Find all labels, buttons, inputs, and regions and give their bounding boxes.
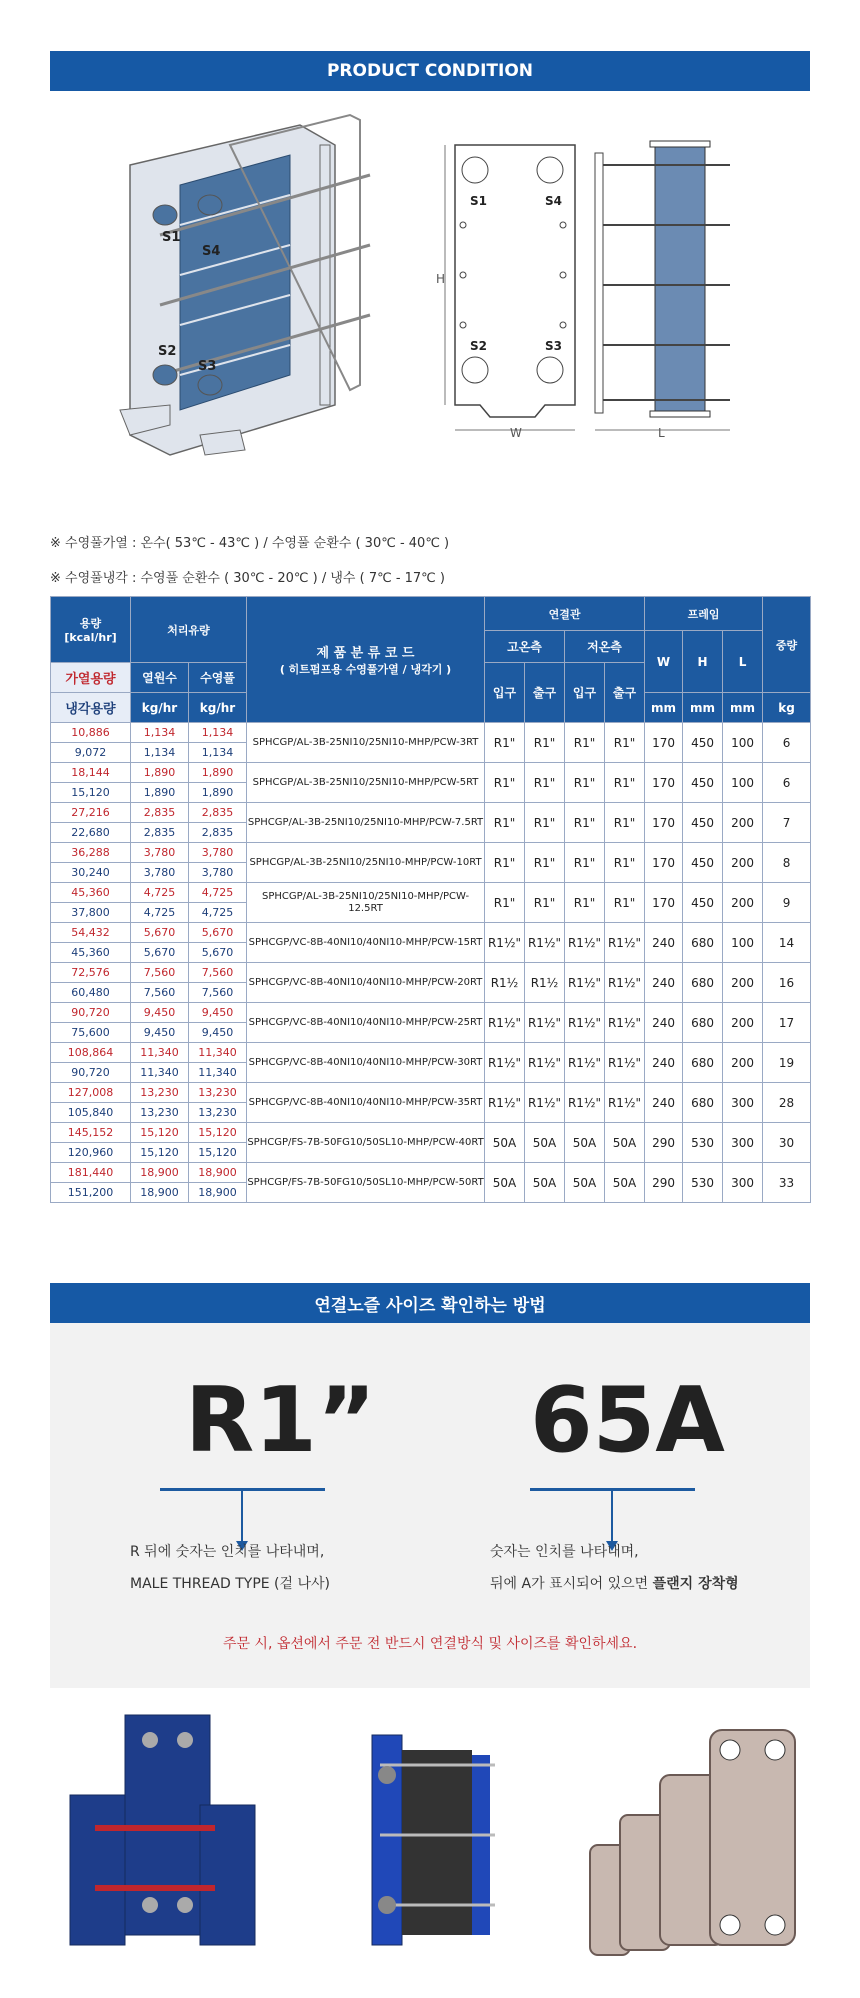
table-row: [51, 763, 811, 783]
cell-cool-pool-flow: 7,560: [189, 983, 247, 1003]
cell-cool-source-flow: 1,890: [131, 783, 189, 803]
table-row: [51, 963, 811, 983]
cell-hin: R1": [485, 803, 525, 843]
cell-l: 100: [723, 923, 763, 963]
header-in1: 입구: [485, 663, 525, 723]
dim-label-l: L: [658, 426, 665, 440]
table-row: [51, 803, 811, 823]
cell-heat-source-flow: 18,900: [131, 1163, 189, 1183]
cell-lout: 50A: [605, 1123, 645, 1163]
cell-code: SPHCGP/AL-3B-25NI10/25NI10-MHP/PCW-12.5RT: [247, 883, 485, 923]
howto-title: 연결노즐 사이즈 확인하는 방법: [314, 1295, 546, 1316]
cell-h: 530: [683, 1123, 723, 1163]
cell-heat-source-flow: 13,230: [131, 1083, 189, 1103]
cell-hout: R1½": [525, 923, 565, 963]
cell-cool-pool-flow: 1,890: [189, 783, 247, 803]
header-w: W: [645, 631, 683, 693]
cell-hin: R1½: [485, 963, 525, 1003]
header-low: 저온측: [565, 631, 645, 663]
banner-title: PRODUCT CONDITION: [326, 61, 534, 81]
label-s2: S2: [158, 344, 177, 359]
front-label-s4: S4: [545, 194, 562, 208]
cell-lin: R1": [565, 843, 605, 883]
cell-hout: R1": [525, 843, 565, 883]
cell-h: 450: [683, 843, 723, 883]
cell-kg: 9: [763, 883, 811, 923]
cell-hout: R1½": [525, 1003, 565, 1043]
cell-code: SPHCGP/VC-8B-40NI10/40NI10-MHP/PCW-30RT: [247, 1043, 485, 1083]
howto-banner: [50, 1283, 810, 1323]
cell-lout: R1": [605, 883, 645, 923]
cell-lin: R1½": [565, 1003, 605, 1043]
cell-cool-capacity: 60,480: [51, 983, 131, 1003]
cell-pool-flow: 18,900: [189, 1163, 247, 1183]
cell-heat-capacity: 127,008: [51, 1083, 131, 1103]
cell-pool-flow: 7,560: [189, 963, 247, 983]
cell-hin: R1½": [485, 1043, 525, 1083]
cell-kg: 19: [763, 1043, 811, 1083]
thread-description: R 뒤에 숫자는 인치를 나타내며, MALE THREAD TYPE (겉 나사): [130, 1544, 330, 1592]
header-flow: 처리유량: [131, 597, 247, 663]
cell-kg: 16: [763, 963, 811, 1003]
label-s3: S3: [198, 359, 217, 374]
cell-code: SPHCGP/AL-3B-25NI10/25NI10-MHP/PCW-10RT: [247, 843, 485, 883]
header-kghr2: kg/hr: [189, 693, 247, 723]
label-s4: S4: [202, 244, 221, 259]
header-pool: 수영풀: [189, 663, 247, 693]
header-heat-src: 열원수: [131, 663, 189, 693]
front-view-drawing: [436, 145, 575, 440]
cell-h: 680: [683, 1043, 723, 1083]
cell-w: 170: [645, 723, 683, 763]
cell-heat-source-flow: 1,134: [131, 723, 189, 743]
spec-table-body: [51, 723, 811, 1203]
table-row: [51, 843, 811, 863]
cell-lout: R1": [605, 803, 645, 843]
cell-code: SPHCGP/AL-3B-25NI10/25NI10-MHP/PCW-5RT: [247, 763, 485, 803]
cell-h: 450: [683, 883, 723, 923]
flange-size-example: 65A: [530, 1368, 725, 1473]
cell-hin: 50A: [485, 1163, 525, 1203]
cell-heat-source-flow: 15,120: [131, 1123, 189, 1143]
cell-cool-source-flow: 4,725: [131, 903, 189, 923]
cell-cool-capacity: 105,840: [51, 1103, 131, 1123]
cell-heat-capacity: 18,144: [51, 763, 131, 783]
cell-hout: 50A: [525, 1163, 565, 1203]
photo-single-exchanger: [372, 1735, 495, 1945]
cell-heat-capacity: 72,576: [51, 963, 131, 983]
cell-heat-capacity: 10,886: [51, 723, 131, 743]
cell-cool-source-flow: 15,120: [131, 1143, 189, 1163]
cell-lout: R1½": [605, 1043, 645, 1083]
cell-kg: 6: [763, 723, 811, 763]
table-row: [51, 1083, 811, 1103]
cell-code: SPHCGP/AL-3B-25NI10/25NI10-MHP/PCW-7.5RT: [247, 803, 485, 843]
cell-cool-capacity: 9,072: [51, 743, 131, 763]
header-capacity: 용량 [kcal/hr]: [51, 597, 131, 663]
cell-heat-capacity: 90,720: [51, 1003, 131, 1023]
photo-multi-exchangers: [70, 1715, 255, 1945]
cell-lout: R1": [605, 723, 645, 763]
label-s1: S1: [162, 230, 181, 245]
header-kghr1: kg/hr: [131, 693, 189, 723]
cell-hout: R1": [525, 763, 565, 803]
howto-panel: [50, 1323, 810, 1688]
table-row: [51, 1123, 811, 1143]
cell-pool-flow: 15,120: [189, 1123, 247, 1143]
cell-heat-source-flow: 9,450: [131, 1003, 189, 1023]
cell-hout: R1": [525, 883, 565, 923]
cell-lin: R1": [565, 803, 605, 843]
cell-cool-pool-flow: 13,230: [189, 1103, 247, 1123]
cell-cool-source-flow: 3,780: [131, 863, 189, 883]
cell-hout: R1½": [525, 1043, 565, 1083]
cell-heat-source-flow: 11,340: [131, 1043, 189, 1063]
isometric-exchanger-illustration: [120, 115, 370, 455]
cell-lin: R1½": [565, 1083, 605, 1123]
cell-hout: R1½: [525, 963, 565, 1003]
cell-hout: R1½": [525, 1083, 565, 1123]
cell-w: 240: [645, 923, 683, 963]
photo-gasket-plates: [590, 1730, 795, 1955]
cell-h: 450: [683, 763, 723, 803]
cell-code: SPHCGP/AL-3B-25NI10/25NI10-MHP/PCW-3RT: [247, 723, 485, 763]
cell-l: 200: [723, 1043, 763, 1083]
dim-label-h: H: [436, 272, 446, 286]
cell-w: 170: [645, 843, 683, 883]
cell-lout: R1½": [605, 1003, 645, 1043]
cell-cool-source-flow: 18,900: [131, 1183, 189, 1203]
flange-description: 숫자는 인치를 나타내며, 뒤에 A가 표시되어 있으면 플랜지 장착형: [490, 1544, 739, 1592]
header-out2: 출구: [605, 663, 645, 723]
cell-kg: 14: [763, 923, 811, 963]
cell-l: 200: [723, 883, 763, 923]
cell-hin: R1½": [485, 1003, 525, 1043]
header-h: H: [683, 631, 723, 693]
cell-cool-capacity: 45,360: [51, 943, 131, 963]
cell-heat-capacity: 145,152: [51, 1123, 131, 1143]
cell-hout: R1": [525, 723, 565, 763]
cell-w: 290: [645, 1163, 683, 1203]
cell-w: 240: [645, 1003, 683, 1043]
order-warning: 주문 시, 옵션에서 주문 전 반드시 연결방식 및 사이즈를 확인하세요.: [222, 1636, 638, 1652]
table-row: [51, 1043, 811, 1063]
product-condition-banner: [50, 51, 810, 91]
cell-hout: R1": [525, 803, 565, 843]
note-cooling: ※ 수영풀냉각 : 수영풀 순환수 ( 30℃ - 20℃ ) / 냉수 ( 7℃ - 17℃ ): [50, 571, 445, 586]
cell-heat-capacity: 181,440: [51, 1163, 131, 1183]
cell-code: SPHCGP/VC-8B-40NI10/40NI10-MHP/PCW-25RT: [247, 1003, 485, 1043]
cell-hin: R1½": [485, 1083, 525, 1123]
cell-l: 200: [723, 1003, 763, 1043]
note-heating: ※ 수영풀가열 : 온수( 53℃ - 43℃ ) / 수영풀 순환수 ( 30℃ - 40℃ ): [50, 536, 450, 551]
cell-cool-capacity: 90,720: [51, 1063, 131, 1083]
cell-cool-source-flow: 9,450: [131, 1023, 189, 1043]
cell-cool-source-flow: 2,835: [131, 823, 189, 843]
cell-cool-capacity: 15,120: [51, 783, 131, 803]
cell-heat-capacity: 45,360: [51, 883, 131, 903]
cell-h: 680: [683, 963, 723, 1003]
cell-cool-pool-flow: 5,670: [189, 943, 247, 963]
cell-heat-capacity: 36,288: [51, 843, 131, 863]
cell-code: SPHCGP/FS-7B-50FG10/50SL10-MHP/PCW-50RT: [247, 1163, 485, 1203]
cell-kg: 7: [763, 803, 811, 843]
header-l: L: [723, 631, 763, 693]
cell-l: 300: [723, 1123, 763, 1163]
cell-code: SPHCGP/VC-8B-40NI10/40NI10-MHP/PCW-15RT: [247, 923, 485, 963]
exchanger-diagrams: [50, 105, 810, 485]
cell-cool-source-flow: 5,670: [131, 943, 189, 963]
cell-kg: 6: [763, 763, 811, 803]
cell-w: 240: [645, 1043, 683, 1083]
cell-l: 200: [723, 803, 763, 843]
cell-l: 200: [723, 963, 763, 1003]
cell-cool-pool-flow: 1,134: [189, 743, 247, 763]
cell-heat-source-flow: 3,780: [131, 843, 189, 863]
cell-pool-flow: 11,340: [189, 1043, 247, 1063]
table-row: [51, 883, 811, 903]
header-high: 고온측: [485, 631, 565, 663]
cell-lin: 50A: [565, 1123, 605, 1163]
header-kg: kg: [763, 693, 811, 723]
dim-label-w: W: [510, 426, 522, 440]
front-label-s2: S2: [470, 339, 487, 353]
front-label-s1: S1: [470, 194, 487, 208]
cell-lin: R1½": [565, 923, 605, 963]
cell-cool-pool-flow: 11,340: [189, 1063, 247, 1083]
cell-h: 680: [683, 1083, 723, 1123]
cell-cool-pool-flow: 18,900: [189, 1183, 247, 1203]
cell-pool-flow: 1,134: [189, 723, 247, 743]
cell-lin: R1": [565, 763, 605, 803]
header-code: 제 품 분 류 코 드 ( 히트펌프용 수영풀가열 / 냉각기 ): [247, 597, 485, 723]
cell-kg: 28: [763, 1083, 811, 1123]
cell-h: 530: [683, 1163, 723, 1203]
cell-h: 680: [683, 923, 723, 963]
cell-lout: R1½": [605, 923, 645, 963]
header-mm3: mm: [723, 693, 763, 723]
cell-pool-flow: 2,835: [189, 803, 247, 823]
front-label-s3: S3: [545, 339, 562, 353]
cell-cool-capacity: 30,240: [51, 863, 131, 883]
cell-heat-capacity: 27,216: [51, 803, 131, 823]
cell-cool-capacity: 37,800: [51, 903, 131, 923]
cell-pool-flow: 4,725: [189, 883, 247, 903]
cell-w: 170: [645, 803, 683, 843]
cell-l: 300: [723, 1083, 763, 1123]
header-in2: 입구: [565, 663, 605, 723]
cell-heat-source-flow: 2,835: [131, 803, 189, 823]
cell-cool-source-flow: 13,230: [131, 1103, 189, 1123]
table-row: [51, 923, 811, 943]
product-photos: [50, 1705, 810, 1975]
cell-hin: 50A: [485, 1123, 525, 1163]
header-mm1: mm: [645, 693, 683, 723]
cell-l: 100: [723, 763, 763, 803]
cell-pool-flow: 1,890: [189, 763, 247, 783]
cell-lout: R1": [605, 763, 645, 803]
cell-cool-pool-flow: 15,120: [189, 1143, 247, 1163]
header-heat-cap: 가열용량: [51, 663, 131, 693]
cell-lout: 50A: [605, 1163, 645, 1203]
cell-heat-source-flow: 4,725: [131, 883, 189, 903]
cell-lin: R1½": [565, 963, 605, 1003]
cell-heat-capacity: 108,864: [51, 1043, 131, 1063]
cell-cool-source-flow: 1,134: [131, 743, 189, 763]
cell-cool-capacity: 151,200: [51, 1183, 131, 1203]
cell-hout: 50A: [525, 1123, 565, 1163]
cell-heat-source-flow: 7,560: [131, 963, 189, 983]
cell-lin: R1½": [565, 1043, 605, 1083]
cell-lout: R1": [605, 843, 645, 883]
cell-w: 240: [645, 1083, 683, 1123]
cell-l: 100: [723, 723, 763, 763]
cell-lout: R1½": [605, 963, 645, 1003]
table-row: [51, 723, 811, 743]
cell-pool-flow: 5,670: [189, 923, 247, 943]
header-out1: 출구: [525, 663, 565, 723]
cell-hin: R1": [485, 883, 525, 923]
header-weight: 중량: [763, 597, 811, 693]
cell-hin: R1": [485, 763, 525, 803]
cell-cool-pool-flow: 4,725: [189, 903, 247, 923]
cell-cool-pool-flow: 3,780: [189, 863, 247, 883]
cell-lin: 50A: [565, 1163, 605, 1203]
cell-cool-source-flow: 11,340: [131, 1063, 189, 1083]
side-view-drawing: [595, 141, 730, 440]
cell-h: 450: [683, 803, 723, 843]
cell-kg: 33: [763, 1163, 811, 1203]
cell-w: 240: [645, 963, 683, 1003]
cell-cool-capacity: 120,960: [51, 1143, 131, 1163]
cell-w: 170: [645, 883, 683, 923]
cell-lin: R1": [565, 723, 605, 763]
spec-table: [50, 596, 811, 1203]
cell-w: 170: [645, 763, 683, 803]
cell-cool-capacity: 75,600: [51, 1023, 131, 1043]
cell-heat-capacity: 54,432: [51, 923, 131, 943]
cell-w: 290: [645, 1123, 683, 1163]
cell-lin: R1": [565, 883, 605, 923]
cell-code: SPHCGP/VC-8B-40NI10/40NI10-MHP/PCW-20RT: [247, 963, 485, 1003]
cell-kg: 8: [763, 843, 811, 883]
cell-pool-flow: 13,230: [189, 1083, 247, 1103]
cell-cool-pool-flow: 2,835: [189, 823, 247, 843]
header-frame: 프레임: [645, 597, 763, 631]
header-cool-cap: 냉각용량: [51, 693, 131, 723]
cell-l: 200: [723, 843, 763, 883]
cell-hin: R1½": [485, 923, 525, 963]
cell-cool-capacity: 22,680: [51, 823, 131, 843]
cell-code: SPHCGP/FS-7B-50FG10/50SL10-MHP/PCW-40RT: [247, 1123, 485, 1163]
cell-cool-source-flow: 7,560: [131, 983, 189, 1003]
cell-cool-pool-flow: 9,450: [189, 1023, 247, 1043]
header-mm2: mm: [683, 693, 723, 723]
cell-hin: R1": [485, 843, 525, 883]
cell-pool-flow: 9,450: [189, 1003, 247, 1023]
cell-code: SPHCGP/VC-8B-40NI10/40NI10-MHP/PCW-35RT: [247, 1083, 485, 1123]
cell-heat-source-flow: 5,670: [131, 923, 189, 943]
cell-lout: R1½": [605, 1083, 645, 1123]
cell-kg: 30: [763, 1123, 811, 1163]
cell-h: 450: [683, 723, 723, 763]
cell-heat-source-flow: 1,890: [131, 763, 189, 783]
cell-hin: R1": [485, 723, 525, 763]
cell-kg: 17: [763, 1003, 811, 1043]
table-row: [51, 1003, 811, 1023]
thread-size-example: R1”: [185, 1368, 377, 1473]
cell-h: 680: [683, 1003, 723, 1043]
header-connection: 연결관: [485, 597, 645, 631]
table-row: [51, 1163, 811, 1183]
cell-pool-flow: 3,780: [189, 843, 247, 863]
cell-l: 300: [723, 1163, 763, 1203]
